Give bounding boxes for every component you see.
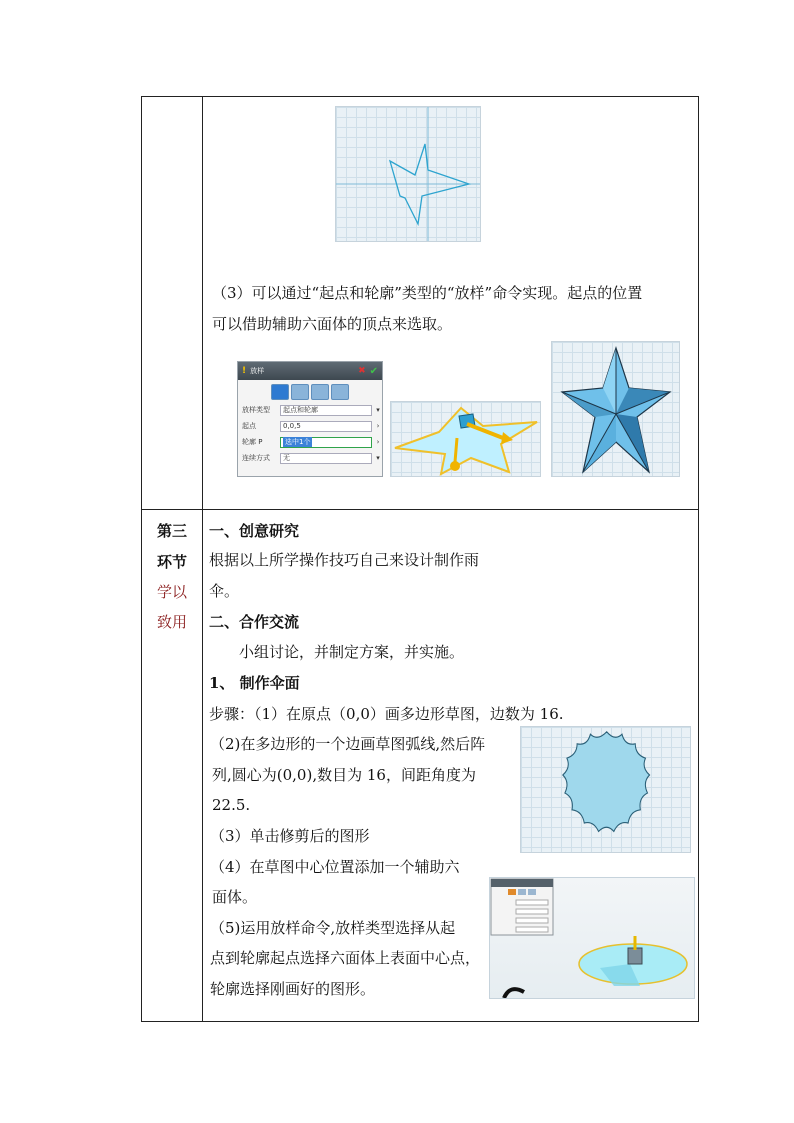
- loft-mode-profile-profile-icon[interactable]: [291, 384, 309, 400]
- step-5-line3: 轮廓选择刚画好的图形。: [210, 980, 376, 998]
- chevron-down-icon[interactable]: ▾: [376, 454, 380, 462]
- heading-creative-research: 一、创意研究: [209, 522, 300, 540]
- loft-mode-start-end-icon[interactable]: [331, 384, 349, 400]
- loft-mode-icons: [238, 383, 382, 401]
- loft-preview-figure: [390, 401, 541, 477]
- start-point-input[interactable]: [280, 421, 372, 432]
- start-point-label: 起点: [242, 422, 256, 430]
- loft-preview-drawing: [391, 402, 541, 477]
- star-sketch-drawing: [336, 107, 481, 242]
- cooperation-text: 小组讨论，并制定方案，并实施。: [239, 643, 465, 661]
- heading-umbrella-surface: 1、 制作伞面: [209, 674, 300, 692]
- step-2-line3: 22.5.: [212, 796, 251, 814]
- step-5-line2: 点到轮廓起点选择六面体上表面中心点，: [210, 949, 481, 967]
- section-label-line1: 第三: [157, 522, 188, 540]
- star-sketch-figure: [335, 106, 481, 242]
- step3-line2: 可以借助辅助六面体的顶点来选取。: [212, 315, 453, 333]
- row-divider: [142, 509, 698, 510]
- start-point-value: 0,0,5: [283, 422, 301, 430]
- column-divider: [202, 97, 203, 1021]
- step-3: （3）单击修剪后的图形: [210, 827, 370, 845]
- profile-label: 轮廓 P: [242, 438, 263, 446]
- continuity-value: 无: [283, 454, 290, 462]
- continuity-select[interactable]: [280, 453, 372, 464]
- loft-dialog: [237, 361, 383, 477]
- heading-cooperation: 二、合作交流: [209, 613, 300, 631]
- section-sub-line1: 学以: [157, 583, 188, 601]
- warning-icon: !: [242, 366, 247, 376]
- continuity-row: [238, 451, 382, 465]
- loft-type-label: 放样类型: [242, 406, 270, 414]
- chevron-right-icon[interactable]: ›: [376, 422, 380, 430]
- profile-value: 选中1个: [285, 438, 311, 446]
- solid-star-figure: [551, 341, 680, 477]
- creative-text-line1: 根据以上所学操作技巧自己来设计制作雨: [209, 551, 480, 569]
- scalloped-polygon-figure: [520, 726, 691, 853]
- start-point-row: [238, 419, 382, 433]
- loft-dialog-titlebar: [238, 362, 382, 380]
- confirm-icon[interactable]: ✔: [369, 365, 378, 377]
- step-1: 步骤：（1）在原点（0,0）画多边形草图，边数为 16.: [209, 705, 564, 723]
- loft-mode-start-profile-icon[interactable]: [271, 384, 289, 400]
- section-sub-line2: 致用: [157, 613, 188, 631]
- continuity-label: 连续方式: [242, 454, 270, 462]
- umbrella-loft-figure: [489, 877, 695, 999]
- loft-dialog-title: 放样: [250, 367, 265, 375]
- chevron-right-icon[interactable]: ›: [376, 438, 380, 446]
- loft-type-select[interactable]: [280, 405, 372, 416]
- close-icon[interactable]: ✖: [358, 366, 366, 376]
- creative-text-line2: 伞。: [209, 582, 240, 600]
- loft-type-row: [238, 403, 382, 417]
- step-5-line1: （5)运用放样命令,放样类型选择从起: [210, 919, 456, 937]
- loft-type-value: 起点和轮廓: [283, 406, 318, 414]
- step3-line1: （3）可以通过“起点和轮廓”类型的“放样”命令实现。起点的位置: [212, 284, 643, 302]
- step-2-line1: （2)在多边形的一个边画草图弧线,然后阵: [210, 735, 486, 753]
- umbrella-loft-drawing: [490, 878, 695, 999]
- step-4-line2: 面体。: [212, 888, 258, 906]
- scalloped-polygon-drawing: [521, 727, 691, 853]
- profile-input[interactable]: [280, 437, 372, 448]
- section-label-line2: 环节: [157, 553, 188, 571]
- step-4-line1: （4）在草图中心位置添加一个辅助六: [210, 858, 460, 876]
- profile-row: [238, 435, 382, 449]
- solid-star-drawing: [552, 342, 680, 477]
- step-2-line2: 列,圆心为(0,0),数目为 16，间距角度为: [212, 766, 476, 784]
- chevron-down-icon[interactable]: ▾: [376, 406, 380, 414]
- loft-mode-profile-end-icon[interactable]: [311, 384, 329, 400]
